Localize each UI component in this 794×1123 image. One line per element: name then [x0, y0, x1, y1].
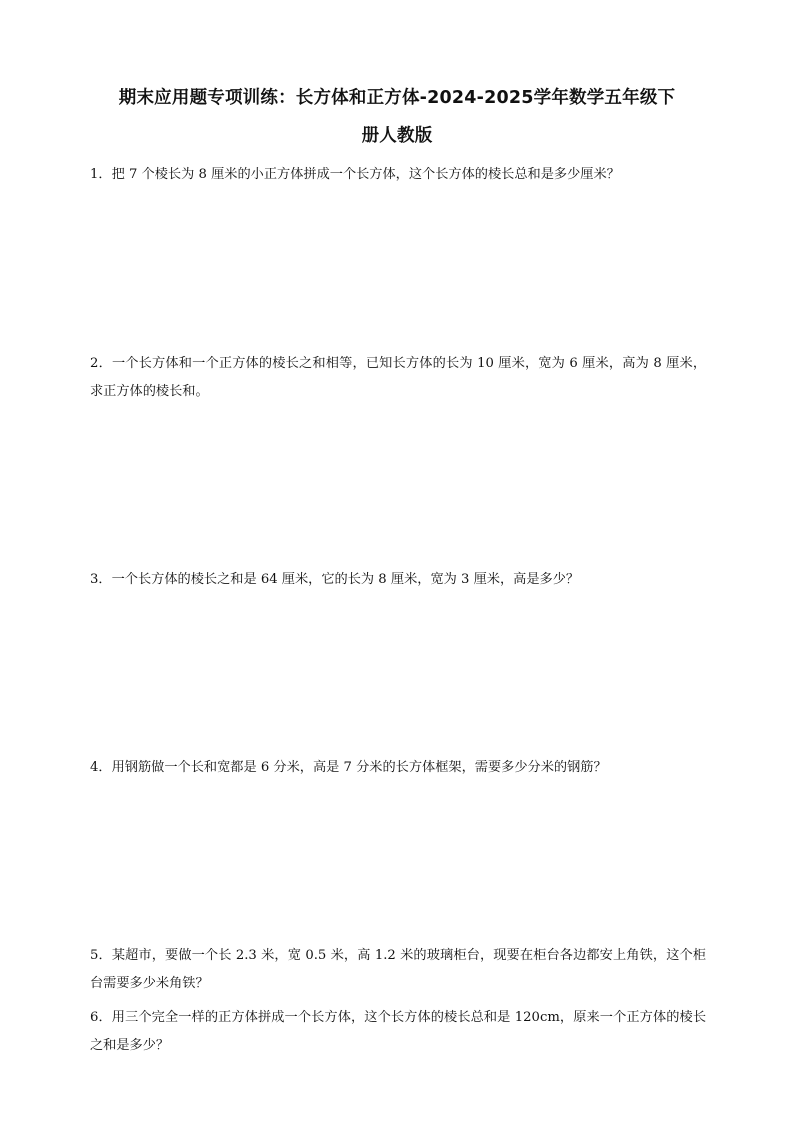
- question-number: 3．: [90, 572, 112, 587]
- question-1: [90, 161, 706, 189]
- question-6: [90, 1004, 706, 1060]
- question-number: 1．: [90, 167, 112, 182]
- question-text: 用钢筋做一个长和宽都是 6 分米，高是 7 分米的长方体框架，需要多少分米的钢筋？: [111, 760, 607, 775]
- question-2: [90, 350, 706, 406]
- question-3: [90, 566, 706, 594]
- question-number: 4．: [90, 760, 112, 775]
- question-text: 一个长方体的棱长之和是 64 厘米，它的长为 8 厘米，宽为 3 厘米，高是多少？: [111, 572, 580, 587]
- question-number: 5．: [90, 948, 112, 963]
- question-5: [90, 942, 706, 998]
- question-text: 把 7 个棱长为 8 厘米的小正方体拼成一个长方体，这个长方体的棱长总和是多少厘米？: [111, 167, 620, 182]
- question-text: 一个长方体和一个正方体的棱长之和相等，已知长方体的长为 10 厘米，宽为 6 厘米，高为 8 厘米，求正方体的棱长和。: [90, 356, 707, 399]
- question-number: 2．: [90, 356, 112, 371]
- question-text: 某超市，要做一个长 2.3 米，宽 0.5 米，高 1.2 米的玻璃柜台，现要在柜台各边都安上角铁，这个柜台需要多少米角铁？: [90, 948, 706, 991]
- page-title-line-1: 期末应用题专项训练：长方体和正方体-2024-2025学年数学五年级下: [118, 88, 676, 108]
- page-title-line-2: 册人教版: [361, 126, 433, 146]
- question-text: 用三个完全一样的正方体拼成一个长方体，这个长方体的棱长总和是 120cm，原来一个正方体的棱长之和是多少？: [90, 1010, 707, 1053]
- question-4: [90, 754, 706, 782]
- question-number: 6．: [90, 1010, 112, 1025]
